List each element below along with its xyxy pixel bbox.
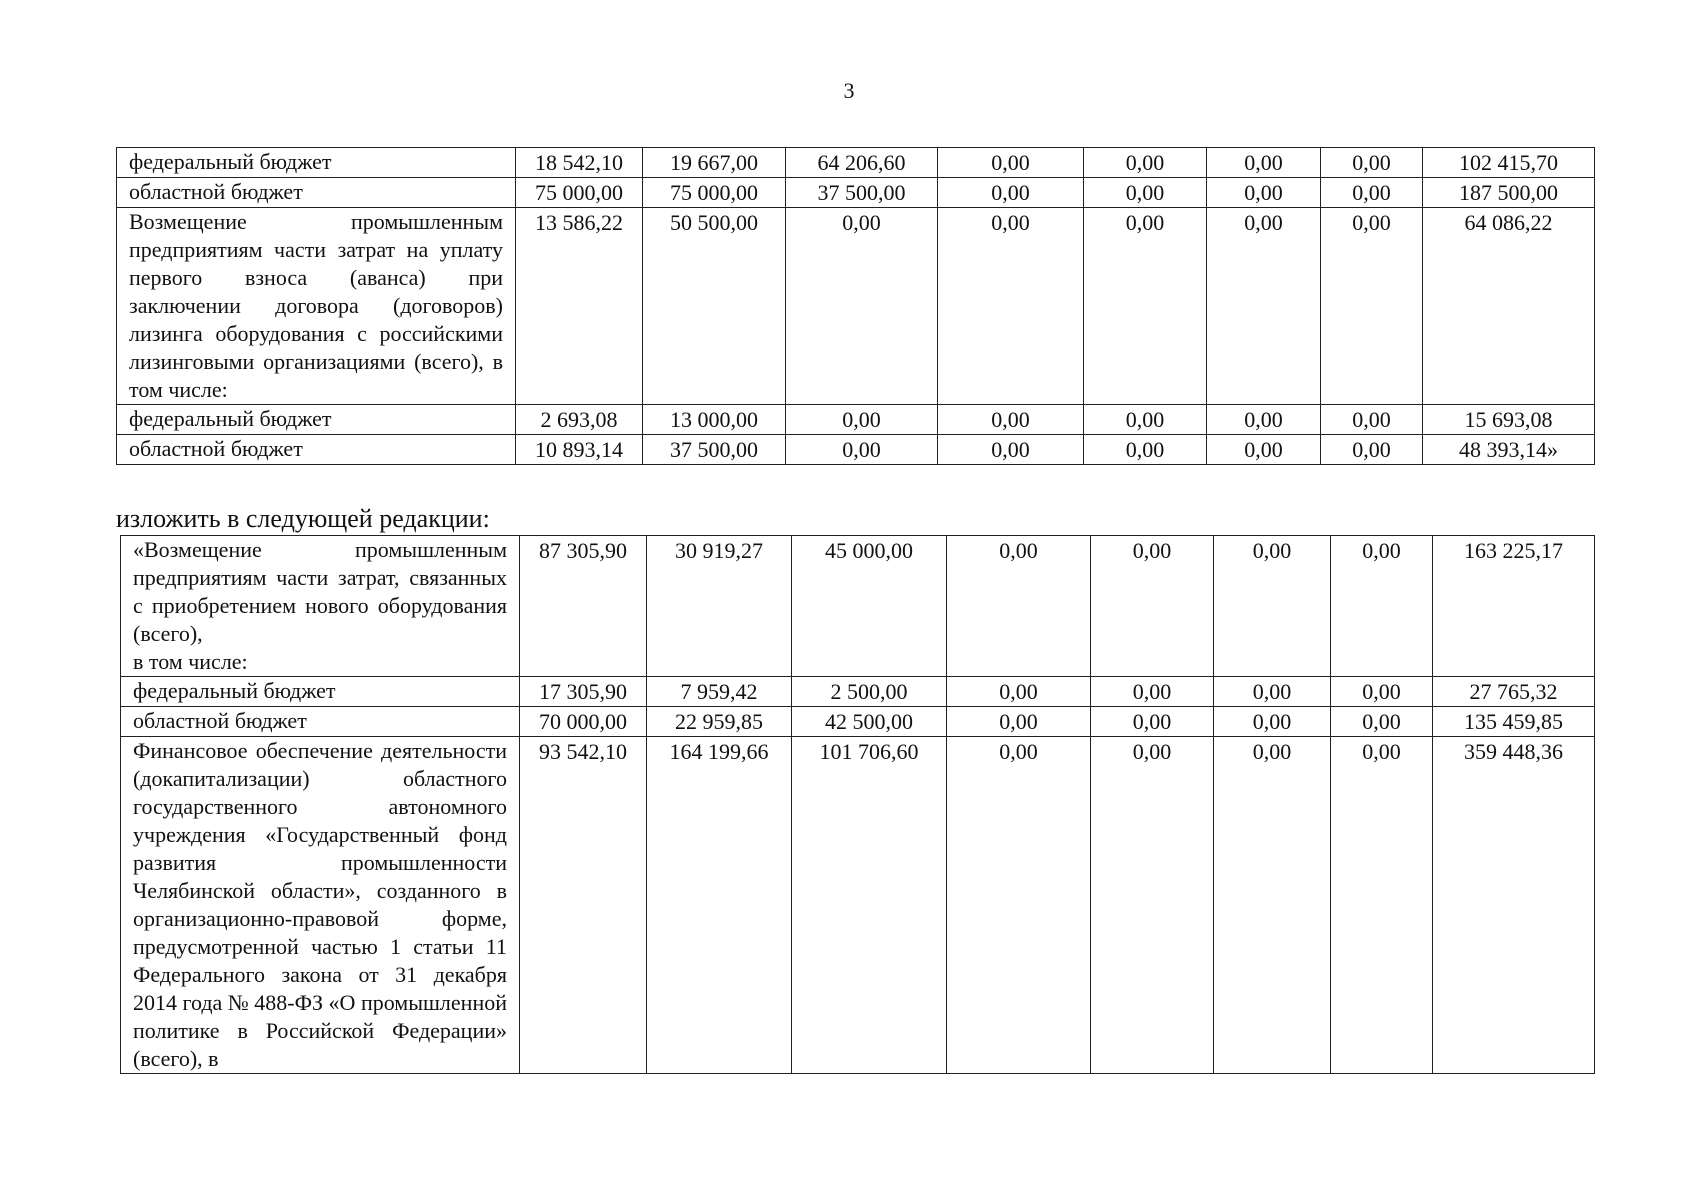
value-cell: 2 693,08	[516, 405, 643, 435]
table-row	[117, 405, 1595, 435]
value-cell: 18 542,10	[516, 148, 643, 178]
value-cell: 0,00	[1084, 148, 1207, 178]
value-cell: 50 500,00	[643, 208, 786, 405]
value-cell: 75 000,00	[643, 178, 786, 208]
value-cell: 0,00	[1214, 707, 1331, 737]
value-cell: 13 586,22	[516, 208, 643, 405]
value-cell: 64 206,60	[786, 148, 938, 178]
value-cell: 37 500,00	[786, 178, 938, 208]
budget-table-bottom	[120, 535, 1595, 1074]
table-row	[121, 677, 1595, 707]
value-cell: 10 893,14	[516, 435, 643, 465]
row-label-text: областной бюджет	[129, 436, 303, 461]
value-cell: 27 765,32	[1433, 677, 1595, 707]
value-cell: 0,00	[1214, 737, 1331, 1074]
value-cell: 75 000,00	[516, 178, 643, 208]
value-cell: 0,00	[1331, 536, 1433, 677]
value-cell: 0,00	[1207, 178, 1321, 208]
value-cell: 0,00	[938, 435, 1084, 465]
value-cell: 0,00	[786, 435, 938, 465]
value-cell: 0,00	[1091, 737, 1214, 1074]
value-cell: 42 500,00	[792, 707, 947, 737]
table-row	[121, 536, 1595, 677]
value-cell: 0,00	[938, 405, 1084, 435]
row-label	[117, 178, 516, 208]
value-cell: 0,00	[938, 208, 1084, 405]
value-cell: 7 959,42	[647, 677, 792, 707]
row-label-text: федеральный бюджет	[129, 406, 332, 431]
value-cell: 37 500,00	[643, 435, 786, 465]
row-label	[121, 536, 520, 677]
value-cell: 17 305,90	[520, 677, 647, 707]
value-cell: 0,00	[1331, 677, 1433, 707]
row-label-text: федеральный бюджет	[129, 149, 332, 174]
value-cell: 0,00	[1321, 178, 1423, 208]
value-cell: 0,00	[1321, 405, 1423, 435]
row-label	[121, 677, 520, 707]
row-label-text: Возмещение промышленным предприятиям части затрат на уплату первого взноса (аванса) при заключении договора (договоров) лизинга оборудования с российскими лизинговыми организациями (всего), в том числе:	[129, 209, 503, 402]
value-cell: 0,00	[1084, 435, 1207, 465]
row-label-extra: в том числе:	[133, 649, 248, 674]
value-cell: 64 086,22	[1423, 208, 1595, 405]
row-label-text: федеральный бюджет	[133, 678, 336, 703]
value-cell: 0,00	[938, 178, 1084, 208]
value-cell: 0,00	[1321, 435, 1423, 465]
row-label-text: областной бюджет	[133, 708, 307, 733]
value-cell: 101 706,60	[792, 737, 947, 1074]
table-row	[121, 737, 1595, 1074]
table-row	[117, 148, 1595, 178]
value-cell: 22 959,85	[647, 707, 792, 737]
value-cell: 0,00	[1214, 677, 1331, 707]
value-cell: 30 919,27	[647, 536, 792, 677]
value-cell: 0,00	[947, 707, 1091, 737]
value-cell: 0,00	[1331, 737, 1433, 1074]
row-label-text: областной бюджет	[129, 179, 303, 204]
row-label	[117, 405, 516, 435]
row-label-text: Финансовое обеспечение деятельности (докапитализации) областного государственного автономного учреждения «Государственный фонд развития промышленности Челябинской области», созданного в организационно-правовой форме, предусмотренной частью 1 статьи 11 Федерального закона от 31 декабря 2014 года № 488-ФЗ «О промышленной политике в Российской Федерации» (всего), в	[133, 738, 507, 1071]
value-cell: 102 415,70	[1423, 148, 1595, 178]
value-cell: 0,00	[947, 677, 1091, 707]
row-label	[117, 148, 516, 178]
value-cell: 0,00	[1321, 148, 1423, 178]
value-cell: 13 000,00	[643, 405, 786, 435]
value-cell: 0,00	[786, 405, 938, 435]
value-cell: 0,00	[1091, 677, 1214, 707]
value-cell: 163 225,17	[1433, 536, 1595, 677]
table-top-body	[117, 148, 1595, 465]
table-row	[117, 208, 1595, 405]
value-cell: 0,00	[947, 737, 1091, 1074]
table-row	[117, 435, 1595, 465]
value-cell: 0,00	[1091, 536, 1214, 677]
row-label	[117, 208, 516, 405]
value-cell: 164 199,66	[647, 737, 792, 1074]
value-cell: 0,00	[1084, 405, 1207, 435]
value-cell: 359 448,36	[1433, 737, 1595, 1074]
value-cell: 0,00	[947, 536, 1091, 677]
value-cell: 187 500,00	[1423, 178, 1595, 208]
amendment-heading: изложить в следующей редакции:	[116, 504, 490, 533]
value-cell: 48 393,14»	[1423, 435, 1595, 465]
page-number: 3	[843, 78, 855, 103]
value-cell: 0,00	[1214, 536, 1331, 677]
value-cell: 45 000,00	[792, 536, 947, 677]
table-row	[117, 178, 1595, 208]
value-cell: 0,00	[938, 148, 1084, 178]
table-row	[121, 707, 1595, 737]
value-cell: 0,00	[1331, 707, 1433, 737]
value-cell: 135 459,85	[1433, 707, 1595, 737]
value-cell: 2 500,00	[792, 677, 947, 707]
value-cell: 0,00	[1091, 707, 1214, 737]
value-cell: 70 000,00	[520, 707, 647, 737]
row-label	[117, 435, 516, 465]
value-cell: 0,00	[1207, 148, 1321, 178]
value-cell: 87 305,90	[520, 536, 647, 677]
value-cell: 19 667,00	[643, 148, 786, 178]
value-cell: 0,00	[1207, 435, 1321, 465]
value-cell: 0,00	[1084, 178, 1207, 208]
row-label-text: «Возмещение промышленным предприятиям части затрат, связанных с приобретением нового оборудования (всего),	[133, 537, 507, 646]
table-bottom-body	[121, 536, 1595, 1074]
value-cell: 15 693,08	[1423, 405, 1595, 435]
value-cell: 0,00	[786, 208, 938, 405]
row-label	[121, 707, 520, 737]
value-cell: 0,00	[1084, 208, 1207, 405]
row-label	[121, 737, 520, 1074]
budget-table-top	[116, 147, 1595, 465]
value-cell: 93 542,10	[520, 737, 647, 1074]
value-cell: 0,00	[1207, 405, 1321, 435]
value-cell: 0,00	[1321, 208, 1423, 405]
value-cell: 0,00	[1207, 208, 1321, 405]
